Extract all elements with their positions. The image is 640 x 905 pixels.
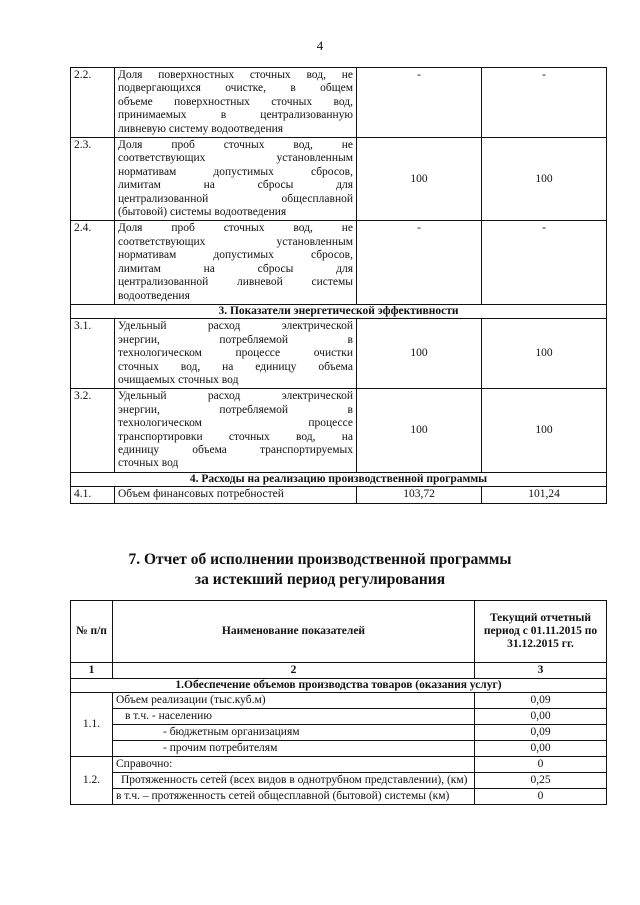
row-label: Справочно: bbox=[113, 757, 475, 773]
value-plan: 100 bbox=[357, 138, 482, 221]
table-row bbox=[71, 709, 607, 725]
column-numbers-row bbox=[71, 663, 607, 679]
section-title: 4. Расходы на реализацию производственной программы bbox=[71, 472, 607, 486]
description-line: соответствующих установленным bbox=[118, 152, 353, 165]
row-description: Объем финансовых потребностей bbox=[115, 487, 357, 503]
value-plan: - bbox=[357, 68, 482, 138]
row-description bbox=[115, 68, 357, 138]
table-row bbox=[71, 725, 607, 741]
row-number: 2.3. bbox=[71, 138, 115, 221]
row-description bbox=[115, 138, 357, 221]
row-value: 0 bbox=[475, 757, 607, 773]
value-plan: 100 bbox=[357, 389, 482, 472]
description-line: Доля поверхностных сточных вод, не bbox=[118, 69, 353, 81]
section-title: 3. Показатели энергетической эффективности bbox=[71, 304, 607, 318]
row-label: Протяженность сетей (всех видов в однотрубном представлении), (км) bbox=[113, 773, 475, 789]
row-description bbox=[115, 319, 357, 389]
value-actual: 101,24 bbox=[482, 487, 607, 503]
heading-line-2: за истекший период регулирования bbox=[194, 571, 446, 588]
section-row bbox=[71, 304, 607, 318]
description-line: соответствующих установленным bbox=[118, 235, 353, 248]
row-label: в т.ч. - населению bbox=[113, 709, 475, 725]
table-row bbox=[71, 693, 607, 709]
row-label: - бюджетным организациям bbox=[113, 725, 475, 741]
description-line: централизованной ливневой системы bbox=[118, 276, 353, 289]
row-value: 0 bbox=[475, 789, 607, 805]
section-row bbox=[71, 679, 607, 693]
header-indicator-name: Наименование показателей bbox=[113, 601, 475, 663]
description-line: единицу объема транспортируемых bbox=[118, 443, 353, 456]
row-number: 4.1. bbox=[71, 487, 115, 503]
row-value: 0,00 bbox=[475, 741, 607, 757]
section-title: 1.Обеспечение объемов производства товаров (оказания услуг) bbox=[71, 679, 607, 693]
value-actual: - bbox=[482, 221, 607, 304]
description-line: лимитам на сбросы для bbox=[118, 179, 353, 192]
heading-line-1: 7. Отчет об исполнении производственной программы bbox=[128, 551, 512, 568]
row-number: 2.4. bbox=[71, 221, 115, 304]
table-row bbox=[71, 389, 607, 472]
row-label: - прочим потребителям bbox=[113, 741, 475, 757]
description-line: Удельный расход электрической bbox=[118, 320, 353, 333]
value-actual: 100 bbox=[482, 138, 607, 221]
table-row bbox=[71, 789, 607, 805]
table-row bbox=[71, 138, 607, 221]
description-line: энергии, потребляемой в bbox=[118, 333, 353, 346]
row-label: в т.ч. – протяженность сетей общесплавной (бытовой) системы (км) bbox=[113, 789, 475, 805]
description-line: подвергающихся очистке, в общем bbox=[118, 82, 353, 95]
header-number: № п/п bbox=[71, 601, 113, 663]
description-line: лимитам на сбросы для bbox=[118, 262, 353, 275]
col-number-1: 1 bbox=[71, 663, 113, 679]
row-number: 2.2. bbox=[71, 68, 115, 138]
description-line: технологическом процессе очистки bbox=[118, 347, 353, 360]
row-number: 3.1. bbox=[71, 319, 115, 389]
description-line: ливневую систему водоотведения bbox=[118, 122, 284, 135]
table-row bbox=[71, 68, 607, 138]
section-heading bbox=[0, 550, 640, 590]
row-number: 1.2. bbox=[71, 757, 113, 805]
description-line: транспортировки сточных вод, на bbox=[118, 430, 353, 443]
description-line: энергии, потребляемой в bbox=[118, 403, 353, 416]
value-actual: 100 bbox=[482, 319, 607, 389]
table-row bbox=[71, 773, 607, 789]
description-line: Удельный расход электрической bbox=[118, 390, 353, 403]
report-table bbox=[70, 600, 607, 805]
value-plan: 103,72 bbox=[357, 487, 482, 503]
table-row bbox=[71, 487, 607, 503]
table-row bbox=[71, 319, 607, 389]
indicators-table bbox=[70, 67, 607, 504]
table-row bbox=[71, 741, 607, 757]
description-line: нормативам допустимых сбросов, bbox=[118, 165, 353, 178]
description-line: сточных вод, на единицу объема bbox=[118, 360, 353, 373]
description-line: принимаемых в централизованную bbox=[118, 109, 353, 122]
row-value: 0,00 bbox=[475, 709, 607, 725]
description-line: централизованной общесплавной bbox=[118, 192, 353, 205]
description-line: Доля проб сточных вод, не bbox=[118, 139, 353, 152]
page-number: 4 bbox=[316, 38, 324, 53]
value-actual: - bbox=[482, 68, 607, 138]
description-line: нормативам допустимых сбросов, bbox=[118, 249, 353, 262]
row-number: 1.1. bbox=[71, 693, 113, 757]
description-line: (бытовой) системы водоотведения bbox=[118, 206, 287, 219]
section-row bbox=[71, 472, 607, 486]
description-line: очищаемых сточных вод bbox=[118, 373, 239, 386]
description-line: водоотведения bbox=[118, 289, 190, 302]
header-period: Текущий отчетный период с 01.11.2015 по 31.12.2015 гг. bbox=[475, 601, 607, 663]
value-actual: 100 bbox=[482, 389, 607, 472]
description-line: сточных вод bbox=[118, 457, 179, 470]
col-number-3: 3 bbox=[475, 663, 607, 679]
table-row bbox=[71, 757, 607, 773]
row-value: 0,09 bbox=[475, 725, 607, 741]
row-number: 3.2. bbox=[71, 389, 115, 472]
table-header-row bbox=[71, 601, 607, 663]
value-plan: 100 bbox=[357, 319, 482, 389]
description-line: объеме поверхностных сточных вод, bbox=[118, 95, 353, 108]
description-line: Доля проб сточных вод, не bbox=[118, 222, 353, 235]
description-line: технологическом процессе bbox=[118, 417, 353, 430]
table-row bbox=[71, 221, 607, 304]
row-description bbox=[115, 389, 357, 472]
row-value: 0,09 bbox=[475, 693, 607, 709]
row-description bbox=[115, 221, 357, 304]
value-plan: - bbox=[357, 221, 482, 304]
row-value: 0,25 bbox=[475, 773, 607, 789]
col-number-2: 2 bbox=[113, 663, 475, 679]
row-label: Объем реализации (тыс.куб.м) bbox=[113, 693, 475, 709]
